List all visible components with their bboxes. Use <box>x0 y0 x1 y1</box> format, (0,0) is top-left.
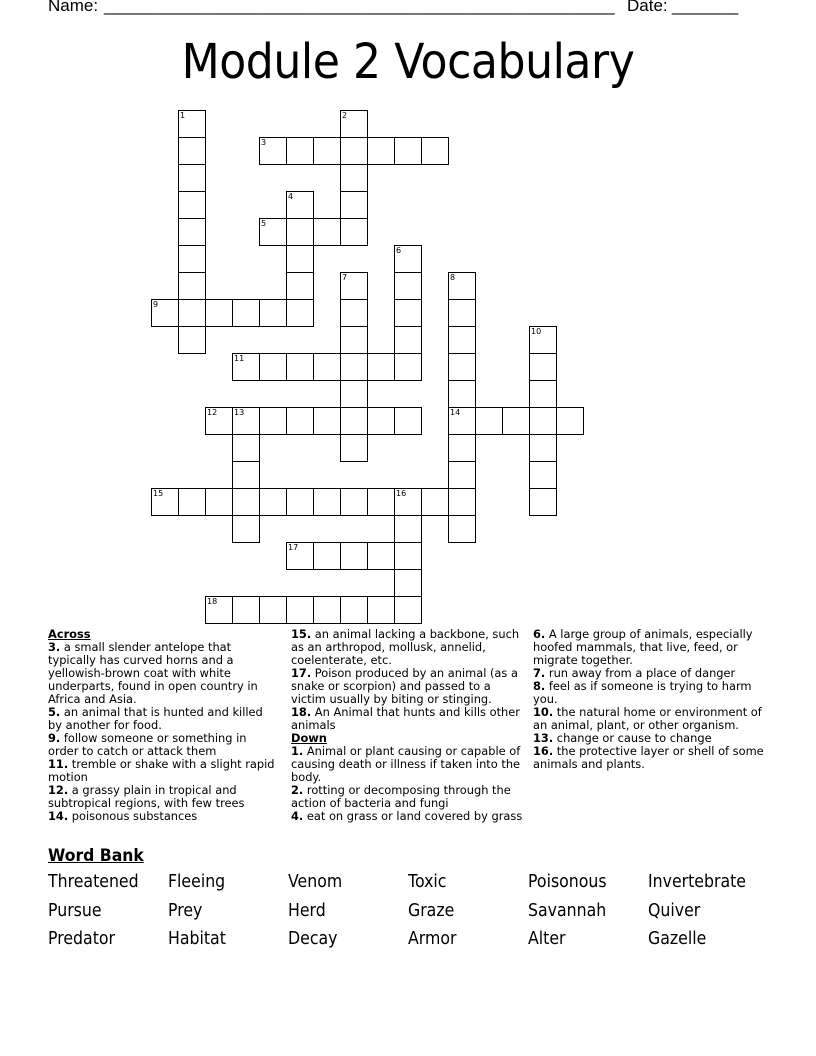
crossword-cell[interactable] <box>340 272 368 300</box>
crossword-cell[interactable] <box>286 191 314 219</box>
crossword-cell[interactable] <box>232 596 260 624</box>
crossword-cell[interactable] <box>367 542 395 570</box>
crossword-cell[interactable] <box>232 407 260 435</box>
word-bank-item: Gazelle <box>648 929 707 950</box>
cell-number: 15 <box>153 489 164 498</box>
crossword-cell[interactable] <box>340 542 368 570</box>
word-bank-item: Invertebrate <box>648 872 746 892</box>
word-bank-title: Word Bank <box>48 846 144 866</box>
cell-number: 16 <box>396 489 407 498</box>
crossword-cell[interactable] <box>394 326 422 354</box>
across-heading: Across <box>48 627 91 641</box>
crossword-cell[interactable] <box>178 299 206 327</box>
crossword-cell[interactable] <box>178 218 206 246</box>
crossword-cell[interactable] <box>151 488 179 516</box>
clue-across-17: 17. Poison produced by an animal (as a snake or scorpion) and passed to a victim usually by biting or stinging. <box>291 666 518 706</box>
crossword-cell[interactable] <box>205 488 233 516</box>
clue-down-1: 1. Animal or plant causing or capable of causing death or illness if taken into the body. <box>291 744 521 784</box>
cell-number: 12 <box>207 408 218 417</box>
crossword-cell[interactable] <box>340 218 368 246</box>
crossword-cell[interactable] <box>178 110 206 138</box>
word-bank-item: Threatened <box>48 872 139 892</box>
crossword-cell[interactable] <box>286 596 314 624</box>
crossword-cell[interactable] <box>394 596 422 624</box>
crossword-cell[interactable] <box>313 218 341 246</box>
clue-across-15: 15. an animal lacking a backbone, such as an arthropod, mollusk, annelid, coelenterate, etc. <box>291 627 520 667</box>
cell-number: 14 <box>450 408 461 417</box>
crossword-cell[interactable] <box>313 407 341 435</box>
clue-down-10: 10. the natural home or environment of an animal, plant, or other organism. <box>533 705 762 732</box>
crossword-cell[interactable] <box>394 542 422 570</box>
cell-number: 1 <box>180 111 186 120</box>
crossword-cell[interactable] <box>259 137 287 165</box>
crossword-cell[interactable] <box>394 407 422 435</box>
crossword-cell[interactable] <box>340 353 368 381</box>
crossword-cell[interactable] <box>394 515 422 543</box>
clue-across-14: 14. poisonous substances <box>48 809 198 823</box>
page-title: Module 2 Vocabulary <box>181 34 635 90</box>
crossword-cell[interactable] <box>340 299 368 327</box>
crossword-cell[interactable] <box>286 137 314 165</box>
word-bank <box>48 872 788 958</box>
word-bank-row <box>48 872 788 901</box>
crossword-cell[interactable] <box>205 407 233 435</box>
cell-number: 9 <box>153 300 159 309</box>
crossword-cell[interactable] <box>340 191 368 219</box>
clue-across-12: 12. a grassy plain in tropical and subtropical regions, with few trees <box>48 783 245 810</box>
word-bank-item: Alter <box>528 929 566 950</box>
crossword-cell[interactable] <box>232 353 260 381</box>
clue-down-4: 4. eat on grass or land covered by grass <box>291 809 523 823</box>
crossword-cell[interactable] <box>286 353 314 381</box>
crossword-cell[interactable] <box>529 353 557 381</box>
crossword-cell[interactable] <box>340 596 368 624</box>
word-bank-item: Herd <box>288 900 326 921</box>
crossword-cell[interactable] <box>394 299 422 327</box>
crossword-cell[interactable] <box>286 407 314 435</box>
crossword-cell[interactable] <box>286 272 314 300</box>
crossword-cell[interactable] <box>367 407 395 435</box>
crossword-cell[interactable] <box>286 218 314 246</box>
clues-column-2 <box>291 628 523 823</box>
name-label: Name: <box>48 0 99 15</box>
cell-number: 10 <box>531 327 542 336</box>
word-bank-item: Predator <box>48 929 115 950</box>
cell-number: 18 <box>207 597 218 606</box>
crossword-cell[interactable] <box>448 353 476 381</box>
crossword-cell[interactable] <box>448 488 476 516</box>
crossword-cell[interactable] <box>205 299 233 327</box>
cell-number: 13 <box>234 408 245 417</box>
name-field[interactable]: ______________________________________________________ <box>104 0 615 15</box>
crossword-cell[interactable] <box>340 326 368 354</box>
crossword-cell[interactable] <box>151 299 179 327</box>
crossword-cell[interactable] <box>259 407 287 435</box>
crossword-cell[interactable] <box>313 488 341 516</box>
crossword-cell[interactable] <box>394 353 422 381</box>
crossword-cell[interactable] <box>448 461 476 489</box>
crossword-cell[interactable] <box>529 326 557 354</box>
crossword-cell[interactable] <box>448 515 476 543</box>
crossword-cell[interactable] <box>529 461 557 489</box>
word-bank-item: Armor <box>408 929 457 950</box>
crossword-cell[interactable] <box>232 434 260 462</box>
clue-down-8: 8. feel as if someone is trying to harm you. <box>533 679 752 706</box>
crossword-cell[interactable] <box>340 137 368 165</box>
clue-across-18: 18. An Animal that hunts and kills other animals <box>291 705 520 732</box>
crossword-cell[interactable] <box>178 326 206 354</box>
clue-across-11: 11. tremble or shake with a slight rapid motion <box>48 757 275 784</box>
crossword-cell[interactable] <box>178 272 206 300</box>
down-heading: Down <box>291 731 327 745</box>
crossword-cell[interactable] <box>232 461 260 489</box>
word-bank-item: Venom <box>288 872 343 892</box>
crossword-cell[interactable] <box>259 353 287 381</box>
crossword-cell[interactable] <box>205 596 233 624</box>
crossword-cell[interactable] <box>475 407 503 435</box>
crossword-cell[interactable] <box>556 407 584 435</box>
date-label: Date: <box>627 0 668 15</box>
clue-across-9: 9. follow someone or something in order to catch or attack them <box>48 731 247 758</box>
clue-down-7: 7. run away from a place of danger <box>533 666 736 680</box>
crossword-cell[interactable] <box>340 488 368 516</box>
crossword-cell[interactable] <box>394 245 422 273</box>
crossword-cell[interactable] <box>448 434 476 462</box>
word-bank-item: Graze <box>408 900 455 921</box>
crossword-cell[interactable] <box>178 137 206 165</box>
crossword-cell[interactable] <box>178 245 206 273</box>
clues-column-1 <box>48 628 278 823</box>
word-bank-row <box>48 901 788 930</box>
crossword-cell[interactable] <box>529 488 557 516</box>
word-bank-item: Decay <box>288 929 338 950</box>
crossword-cell[interactable] <box>367 596 395 624</box>
crossword-cell[interactable] <box>340 110 368 138</box>
clue-across-5: 5. an animal that is hunted and killed by another for food. <box>48 705 263 732</box>
crossword-cell[interactable] <box>286 488 314 516</box>
crossword-cell[interactable] <box>421 137 449 165</box>
crossword-cell[interactable] <box>448 299 476 327</box>
word-bank-row <box>48 929 788 958</box>
crossword-cell[interactable] <box>448 380 476 408</box>
word-bank-item: Habitat <box>168 929 226 950</box>
crossword-cell[interactable] <box>178 488 206 516</box>
crossword-cell[interactable] <box>394 488 422 516</box>
crossword-cell[interactable] <box>286 542 314 570</box>
crossword-cell[interactable] <box>367 353 395 381</box>
crossword-cell[interactable] <box>448 272 476 300</box>
crossword-cell[interactable] <box>259 488 287 516</box>
word-bank-item: Pursue <box>48 900 102 921</box>
crossword-cell[interactable] <box>313 353 341 381</box>
crossword-cell[interactable] <box>232 299 260 327</box>
cell-number: 5 <box>261 219 267 228</box>
word-bank-item: Poisonous <box>528 872 607 892</box>
crossword-cell[interactable] <box>178 164 206 192</box>
cell-number: 4 <box>288 192 294 201</box>
word-bank-item: Savannah <box>528 900 607 921</box>
crossword-cell[interactable] <box>421 488 449 516</box>
crossword-cell[interactable] <box>340 380 368 408</box>
clue-down-2: 2. rotting or decomposing through the action of bacteria and fungi <box>291 783 511 810</box>
crossword-cell[interactable] <box>286 299 314 327</box>
crossword-cell[interactable] <box>394 137 422 165</box>
word-bank-item: Fleeing <box>168 872 226 892</box>
clue-across-3: 3. a small slender antelope that typically has curved horns and a yellowish-brown coat with white underparts, found in open country in Africa and Asia. <box>48 640 258 706</box>
crossword-cell[interactable] <box>529 407 557 435</box>
crossword-cell[interactable] <box>448 326 476 354</box>
crossword-cell[interactable] <box>313 542 341 570</box>
clues-column-3 <box>533 628 765 771</box>
clue-down-16: 16. the protective layer or shell of some animals and plants. <box>533 744 764 771</box>
crossword-cell[interactable] <box>394 569 422 597</box>
crossword-cell[interactable] <box>313 137 341 165</box>
crossword-cell[interactable] <box>259 218 287 246</box>
crossword-cell[interactable] <box>259 299 287 327</box>
cell-number: 8 <box>450 273 456 282</box>
crossword-cell[interactable] <box>286 245 314 273</box>
crossword-cell[interactable] <box>529 380 557 408</box>
crossword-cell[interactable] <box>367 488 395 516</box>
crossword-cell[interactable] <box>448 407 476 435</box>
crossword-cell[interactable] <box>340 164 368 192</box>
word-bank-item: Toxic <box>408 872 447 892</box>
cell-number: 3 <box>261 138 267 147</box>
date-field[interactable]: _______ <box>672 0 739 15</box>
word-bank-item: Prey <box>168 900 203 921</box>
cell-number: 7 <box>342 273 348 282</box>
crossword-cell[interactable] <box>367 137 395 165</box>
crossword-cell[interactable] <box>232 515 260 543</box>
crossword-cell[interactable] <box>340 407 368 435</box>
cell-number: 11 <box>234 354 245 363</box>
crossword-cell[interactable] <box>259 596 287 624</box>
cell-number: 2 <box>342 111 348 120</box>
cell-number: 17 <box>288 543 299 552</box>
crossword-cell[interactable] <box>178 191 206 219</box>
crossword-cell[interactable] <box>529 434 557 462</box>
word-bank-item: Quiver <box>648 900 701 921</box>
cell-number: 6 <box>396 246 402 255</box>
crossword-cell[interactable] <box>313 596 341 624</box>
crossword-cell[interactable] <box>394 272 422 300</box>
crossword-cell[interactable] <box>340 434 368 462</box>
crossword-cell[interactable] <box>502 407 530 435</box>
crossword-cell[interactable] <box>232 488 260 516</box>
clue-down-13: 13. change or cause to change <box>533 731 712 745</box>
clue-down-6: 6. A large group of animals, especially hoofed mammals, that live, feed, or migrate together. <box>533 627 753 667</box>
